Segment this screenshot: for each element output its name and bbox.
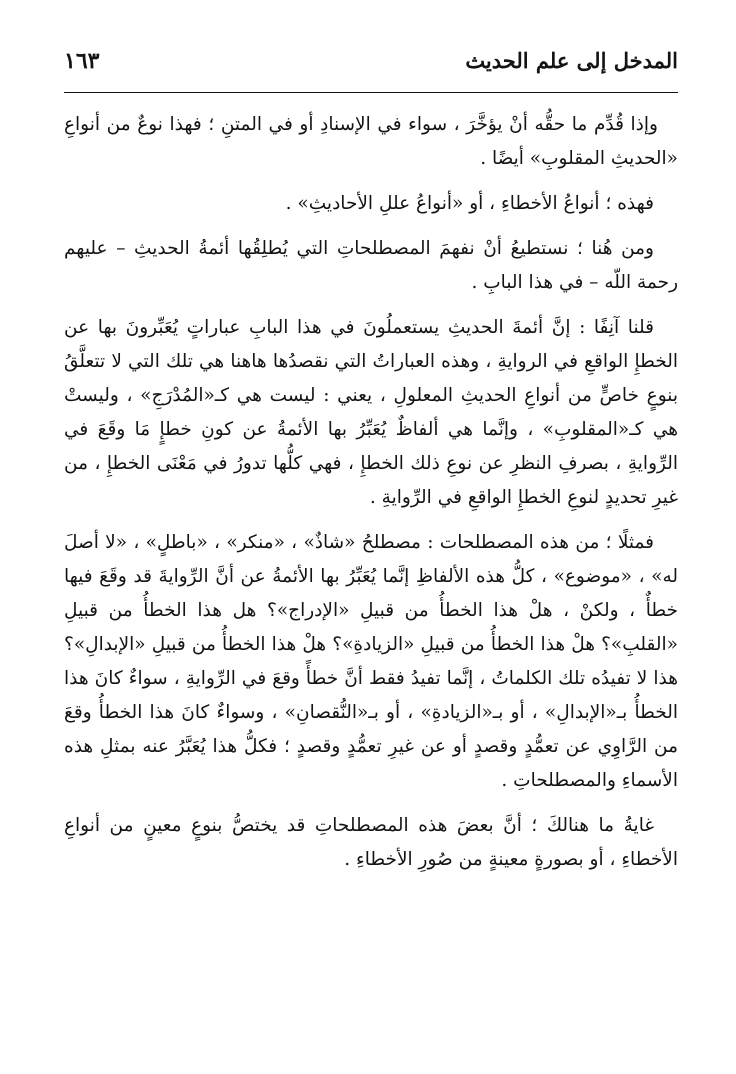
header-divider xyxy=(64,92,678,93)
running-title: المدخل إلى علم الحديث xyxy=(465,48,678,73)
paragraph: غايةُ ما هنالكَ ؛ أنَّ بعضَ هذه المصطلحاتِ قد يختصُّ بنوعٍ معينٍ من أنواعِ الأخطاءِ ، أو بصورةٍ معينةٍ من صُورِ الأخطاءِ . xyxy=(64,815,678,870)
page-header xyxy=(64,42,678,82)
paragraph: وإذا قُدِّم ما حقُّه أنْ يؤخَّرَ ، سواء في الإسنادِ أو في المتنِ ؛ فهذا نوعٌ من أنواعِ «الحديثِ المقلوبِ» أيضًا . xyxy=(64,114,678,169)
paragraph: فهذه ؛ أنواعُ الأخطاءِ ، أو «أنواعُ عللِ الأحاديثِ» . xyxy=(285,193,654,214)
paragraph: ومن هُنا ؛ نستطيعُ أنْ نفهمَ المصطلحاتِ التي يُطلِقُها أئمةُ الحديثِ – عليهم رحمة اللّه – في هذا البابِ . xyxy=(64,238,678,293)
paragraph: فمثلًا ؛ من هذه المصطلحات : مصطلحُ «شاذٌ» ، «منكر» ، «باطلٍ» ، «لا أصلَ له» ، «موضوع» ، كلُّ هذه الألفاظِ إنَّما يُعَبِّرُ بها الأئمةُ عن أنَّ الرِّوايةَ قد وقَعَ فيها خطأٌ ، ولكنْ ، هلْ هذا الخطأُ من قبيلِ «الإدراج»؟ هل هذا الخطأُ من قبيلِ «القلبِ»؟ هلْ هذا الخطأُ من قبيلِ «الزيادةِ»؟ هلْ هذا الخطأُ من قبيلِ «الإبدالِ»؟ هذا لا تفيدُه تلك الكلماتُ ، إنَّما تفيدُ فقط أنَّ خطأً وقعَ في الرِّوايةِ ، سواءٌ كانَ هذا الخطأُ بـ«الإبدالِ» ، أو بـ«الزيادةِ» ، أو بـ«النُّقصانِ» ، وسواءٌ كانَ هذا الخطأُ وقعَ من الرَّاوِي عن تعمُّدٍ وقصدٍ أو عن غيرِ تعمُّدٍ وقصدٍ ؛ فكلُّ هذا يُعَبَّرُ عنه بمثلِ هذه الأسماءِ والمصطلحاتِ . xyxy=(64,532,678,791)
page-body xyxy=(64,108,678,888)
paragraph: قلنا آنِفًا : إنَّ أئمةَ الحديثِ يستعملُونَ في هذا البابِ عباراتٍ يُعَبِّرونَ بها عن الخطإِ الواقعِ في الروايةِ ، وهذه العباراتُ التي نقصدُها هاهنا هي تلك التي لا تتعلَّقُ بنوعٍ خاصٍّ من أنواعِ الحديثِ المعلولِ ، يعني : ليست هي كـ«المُدْرَجِ» ، وليستْ هي كـ«المقلوبِ» ، وإنَّما هي ألفاظٌ يُعَبِّرُ بها الأئمةُ عن كونِ خطإٍ مَا وقَعَ في الرِّوايةِ ، بصرفِ النظرِ عن نوعِ ذلك الخطإِ ، فهي كلُّها تدورُ في مَعْنَى الخطإِ ، من غيرِ تحديدٍ لنوعِ الخطإِ الواقعِ في الرِّوايةِ . xyxy=(64,317,678,508)
page-number: ١٦٣ xyxy=(64,48,100,74)
